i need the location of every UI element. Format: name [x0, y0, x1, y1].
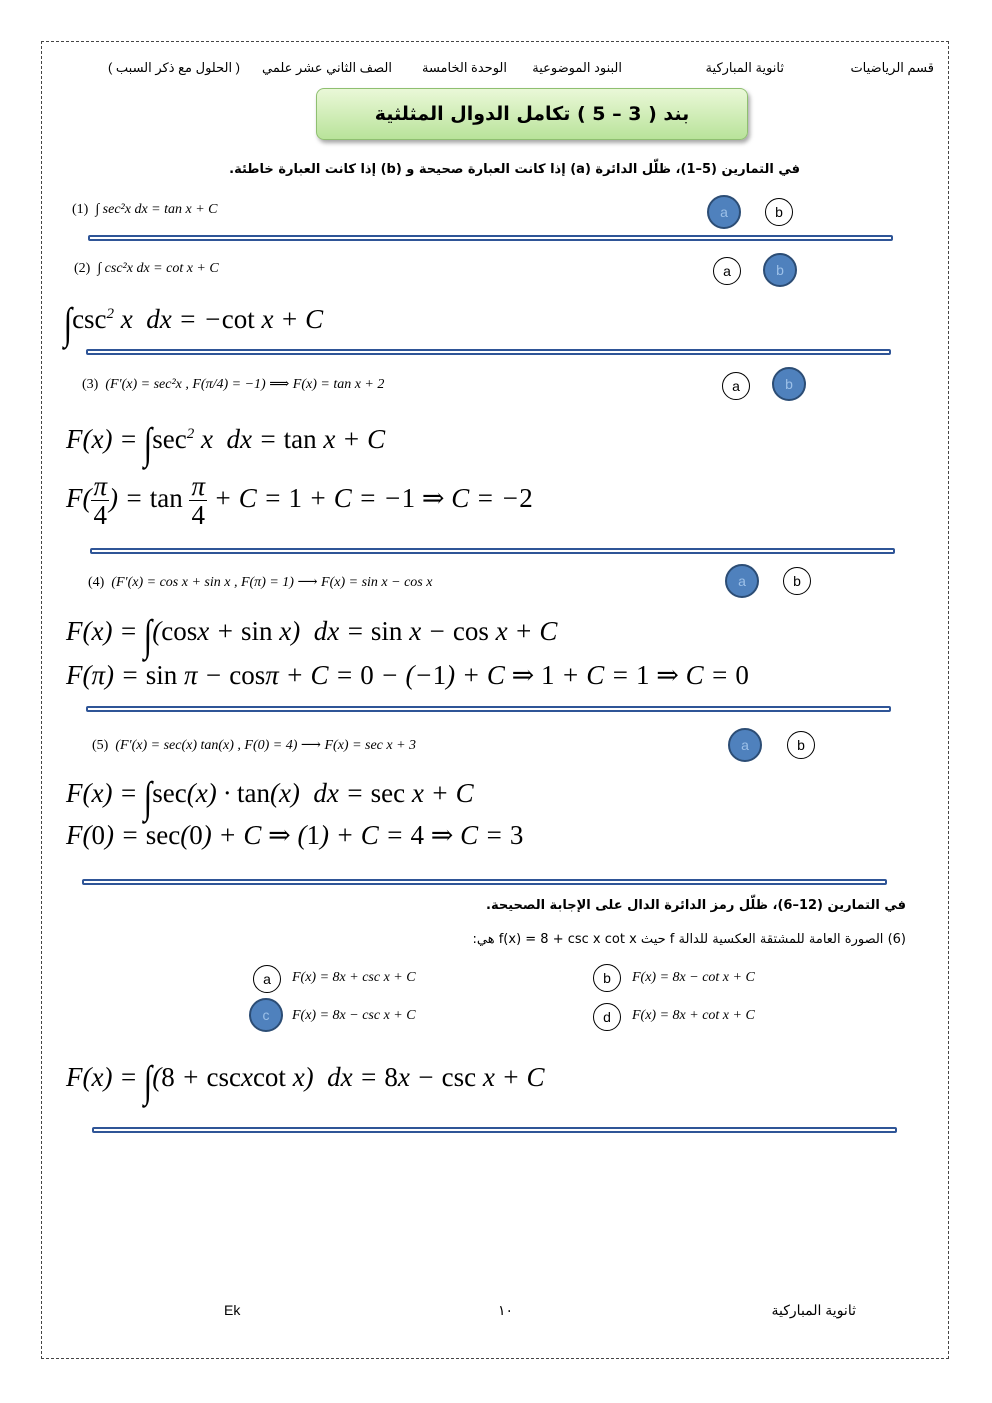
header-objective-items: البنود الموضوعية — [532, 60, 622, 75]
header-department: قسم الرياضيات — [850, 60, 934, 75]
q6-option-a-text: F(x) = 8x + csc x + C — [292, 970, 416, 985]
q5-solution-line-1: F(x) = ∫sec(x) · tan(x) dx = sec x + C — [66, 773, 474, 822]
header-school: ثانوية المباركية — [705, 60, 784, 75]
q3-option-a[interactable]: a — [722, 372, 750, 400]
footer-page-number: ١٠ — [498, 1302, 514, 1318]
q6-option-d-text: F(x) = 8x + cot x + C — [632, 1008, 755, 1023]
q4-solution-line-2: F(π) = sin π − cosπ + C = 0 − (−1) + C ⇒ 1 + C = 1 ⇒ C = 0 — [66, 660, 749, 690]
q6-option-c-text: F(x) = 8x − csc x + C — [292, 1008, 416, 1023]
q3-solution-line-2: F( $\frac{\pi}{4}$ ) = tan $\frac{\pi}{4}$ + C = 1 + C = −1 ⇒ C = −2 — [66, 471, 533, 531]
question-3: (3) (F′(x) = sec²x , F(π/4) = −1) ⟹ F(x) = tan x + 2 — [82, 377, 385, 392]
q5-solution-line-2: F(0) = sec(0) + C ⇒ (1) + C = 4 ⇒ C = 3 — [66, 820, 524, 850]
footer-author: Ek — [224, 1302, 241, 1318]
question-5: (5) (F′(x) = sec(x) tan(x) , F(0) = 4) ⟶ F(x) = sec x + 3 — [92, 738, 417, 753]
separator — [88, 235, 893, 241]
instructions-multiple-choice: في التمارين (12–6)، ظلّل رمز الدائرة الدال على الإجابة الصحيحة. — [486, 898, 906, 913]
q1-option-a[interactable]: a — [707, 195, 741, 229]
q3-solution-line-1: $F(x) = \int\sec^2$ x dx = tan x + C — [66, 419, 386, 468]
q3-option-b[interactable]: b — [772, 367, 806, 401]
separator — [86, 706, 891, 712]
q1-option-b[interactable]: b — [765, 198, 793, 226]
q2-option-a[interactable]: a — [713, 257, 741, 285]
separator — [92, 1127, 897, 1133]
instructions-true-false: في التمارين (5–1)، ظلّل الدائرة (a) إذا كانت العبارة صحيحة و (b) إذا كانت العبارة خاطئة. — [229, 162, 800, 177]
q6-solution: F(x) = ∫(8 + cscxcot x) dx = 8x − csc x + C — [66, 1057, 545, 1106]
q4-solution-line-1: F(x) = ∫(cosx + sin x) dx = sin x − cos x + C — [66, 611, 558, 660]
q6-option-b[interactable]: b — [593, 964, 621, 992]
section-title: بند ( 3 – 5 ) تكامل الدوال المثلثية — [316, 88, 748, 140]
question-1: (1) ∫ sec²x dx = tan x + C — [72, 202, 218, 217]
q6-option-b-text: F(x) = 8x − cot x + C — [632, 970, 755, 985]
header-unit: الوحدة الخامسة — [421, 60, 507, 75]
q4-option-b[interactable]: b — [783, 567, 811, 595]
footer-school: ثانوية المباركية — [771, 1302, 856, 1318]
question-4: (4) (F′(x) = cos x + sin x , F(π) = 1) ⟶ F(x) = sin x − cos x — [88, 575, 433, 590]
header-grade: الصف الثاني عشر علمي — [262, 60, 392, 75]
q2-solution: $\int\csc^2$ x dx = −cot x + C — [63, 299, 324, 348]
q6-option-d[interactable]: d — [593, 1003, 621, 1031]
q6-option-a[interactable]: a — [253, 965, 281, 993]
q5-option-a[interactable]: a — [728, 728, 762, 762]
q4-option-a[interactable]: a — [725, 564, 759, 598]
q2-option-b[interactable]: b — [763, 253, 797, 287]
question-2: (2) ∫ csc²x dx = cot x + C — [74, 261, 219, 276]
header-note: ( الحلول مع ذكر السبب ) — [107, 60, 240, 75]
separator — [90, 548, 895, 554]
q5-option-b[interactable]: b — [787, 731, 815, 759]
separator — [86, 349, 891, 355]
question-6: (6) الصورة العامة للمشتقة العكسية للدالة f حيث f(x) = 8 + csc x cot x هي: — [472, 932, 906, 947]
q6-option-c[interactable]: c — [249, 998, 283, 1032]
separator — [82, 879, 887, 885]
